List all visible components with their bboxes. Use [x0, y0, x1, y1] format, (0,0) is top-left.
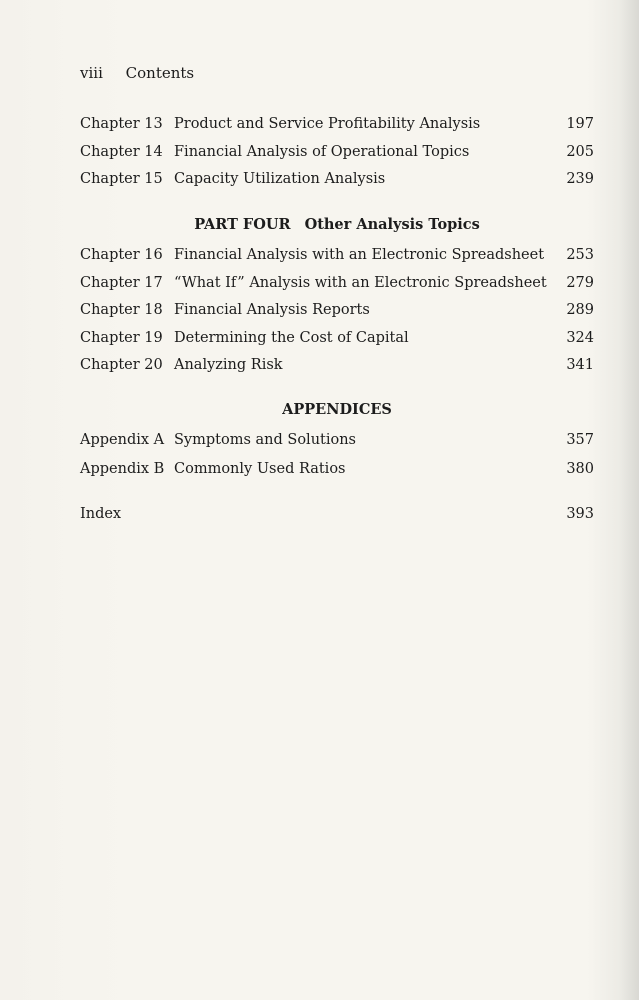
toc-entry-title: Product and Service Profitability Analysis: [174, 116, 481, 132]
toc-entry-page: 324: [566, 330, 594, 346]
part-four-heading: [80, 216, 594, 233]
toc-entry-chapter-14: [80, 142, 594, 162]
toc-entry-label: Chapter 16: [80, 247, 163, 263]
toc-entry-page: 197: [566, 116, 594, 132]
toc-entry-page: 393: [566, 506, 594, 522]
toc-entry-page: 253: [566, 247, 594, 263]
toc-entry-title: Capacity Utilization Analysis: [174, 171, 386, 187]
toc-entry-title: Analyzing Risk: [174, 357, 283, 373]
toc-entry-appendix-b: [80, 459, 594, 479]
toc-entry-title: Symptoms and Solutions: [174, 432, 357, 448]
toc-entry-label: Appendix B: [80, 461, 165, 477]
toc-entry-page: 341: [566, 357, 594, 373]
toc-entry-label: Chapter 20: [80, 357, 163, 373]
toc-entry-label: Chapter 19: [80, 330, 163, 346]
toc-entry-title: Financial Analysis with an Electronic Spreadsheet: [174, 247, 545, 263]
toc-entry-page: 380: [566, 461, 594, 477]
part-four-prefix: PART FOUR: [194, 216, 291, 233]
toc-entry-page: 205: [566, 144, 594, 160]
toc-entry-title: Financial Analysis Reports: [174, 302, 370, 318]
appendices-heading: APPENDICES: [282, 401, 392, 418]
toc-entry-appendix-a: [80, 430, 594, 450]
toc-entry-label: Appendix A: [80, 432, 165, 448]
toc-entry-chapter-17: [80, 273, 594, 293]
toc-entry-page: 279: [566, 275, 594, 291]
running-head: [80, 64, 194, 82]
toc-entry-title: “What If” Analysis with an Electronic Spreadsheet: [174, 275, 547, 291]
toc-entry-page: 357: [566, 432, 594, 448]
toc-entry-label: Chapter 18: [80, 302, 163, 318]
page-folio: viii: [80, 64, 103, 82]
toc-entry-chapter-19: [80, 328, 594, 348]
toc-entry-chapter-18: [80, 300, 594, 320]
toc-entry-chapter-16: [80, 245, 594, 265]
running-head-title: Contents: [125, 64, 195, 82]
toc-entry-index: [80, 504, 594, 524]
toc-entry-title: Commonly Used Ratios: [174, 461, 346, 477]
toc-entry-title: Financial Analysis of Operational Topics: [174, 144, 470, 160]
toc-entry-page: 289: [566, 302, 594, 318]
toc-entry-page: 239: [566, 171, 594, 187]
toc-entry-label: Index: [80, 506, 122, 522]
toc-entry-chapter-13: [80, 114, 594, 134]
toc-entry-label: Chapter 15: [80, 171, 163, 187]
part-four-title: Other Analysis Topics: [304, 216, 480, 233]
toc-entry-label: Chapter 17: [80, 275, 163, 291]
toc-entry-label: Chapter 14: [80, 144, 163, 160]
toc-entry-chapter-15: [80, 169, 594, 189]
toc-entry-title: Determining the Cost of Capital: [174, 330, 409, 346]
toc-entry-label: Chapter 13: [80, 116, 163, 132]
toc-entry-chapter-20: [80, 355, 594, 375]
